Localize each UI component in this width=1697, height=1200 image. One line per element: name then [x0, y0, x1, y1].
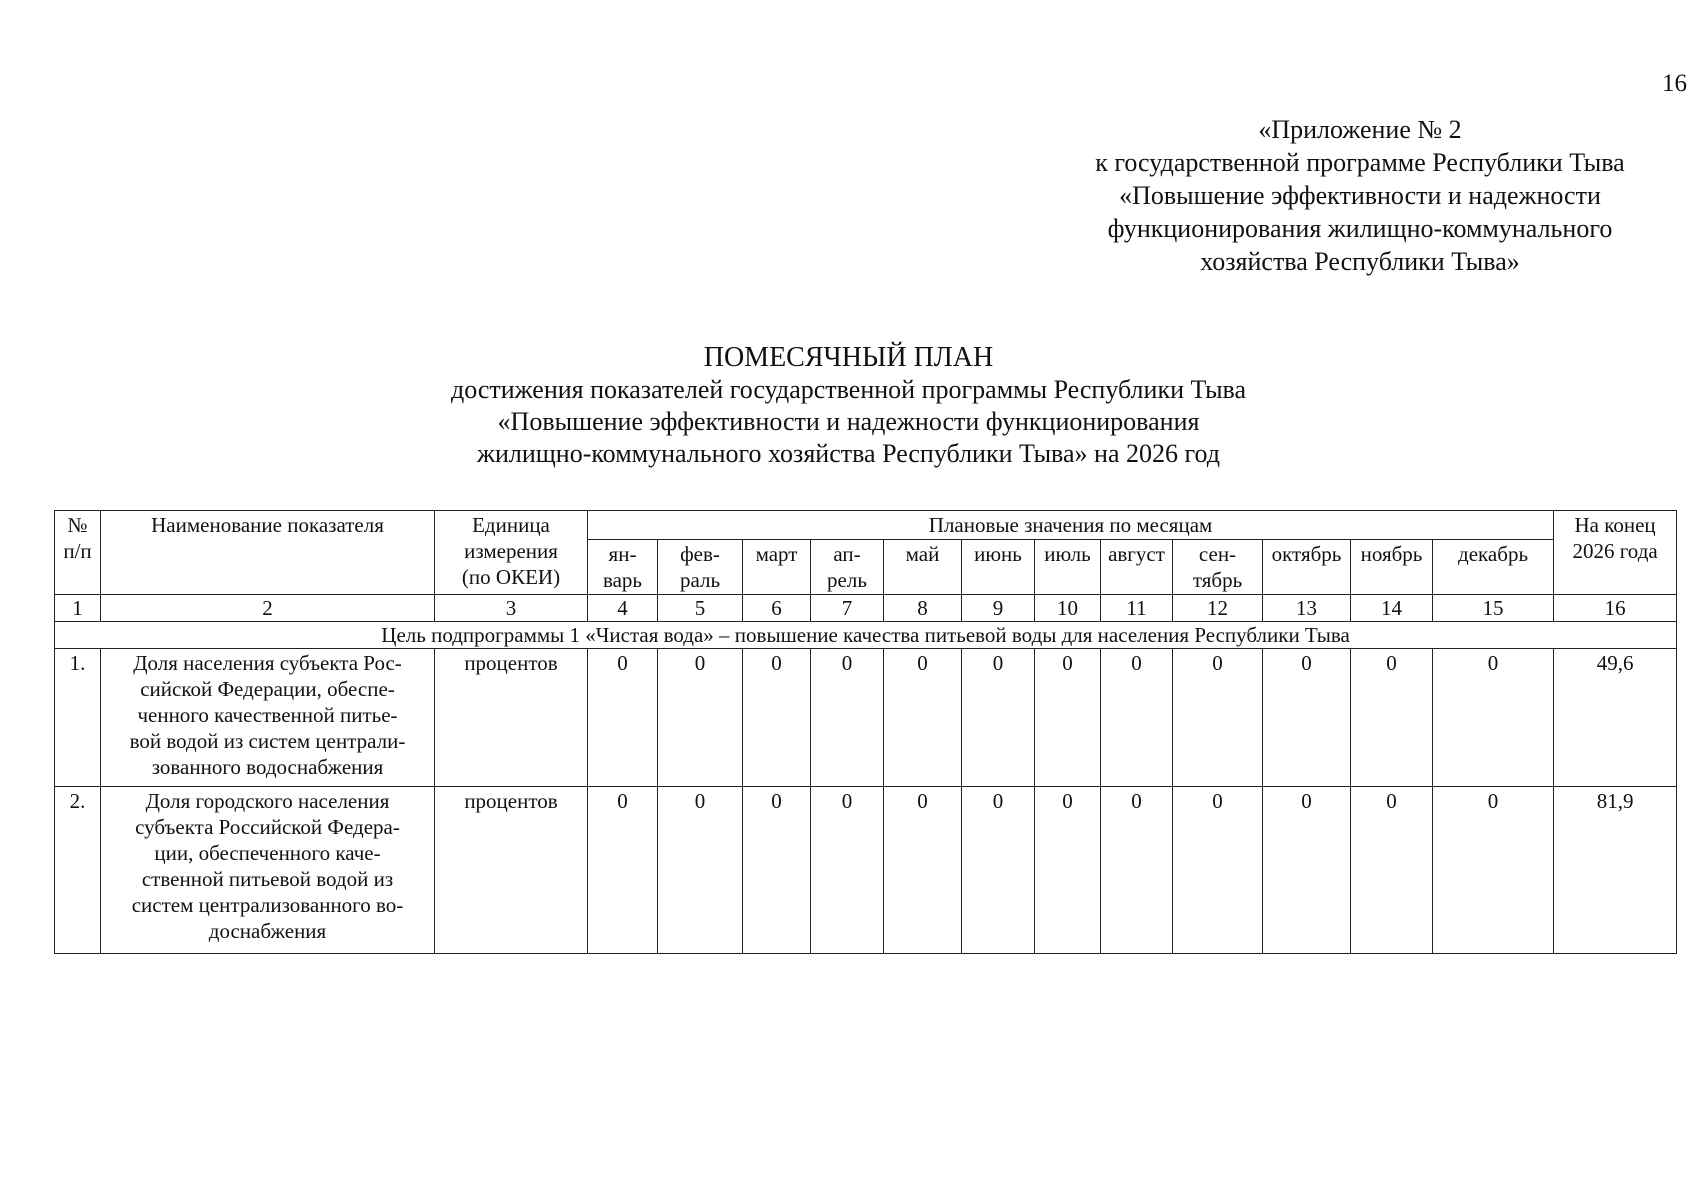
- month-value: 0: [1351, 649, 1433, 787]
- title-sub-line: «Повышение эффективности и надежности функционирования: [497, 407, 1200, 436]
- appendix-line: «Приложение № 2: [1258, 115, 1462, 144]
- indicator-unit: процентов: [435, 649, 588, 787]
- header-month: ап- рель: [811, 540, 884, 595]
- column-number: 1: [55, 595, 101, 622]
- appendix-line: к государственной программе Республики Тыва: [1095, 148, 1625, 177]
- column-number: 16: [1554, 595, 1677, 622]
- header-month: май: [884, 540, 962, 595]
- month-value: 0: [1035, 649, 1101, 787]
- month-value: 0: [658, 649, 743, 787]
- appendix-line: хозяйства Республики Тыва»: [1200, 247, 1520, 276]
- month-value: 0: [1101, 787, 1173, 954]
- title-main: ПОМЕСЯЧНЫЙ ПЛАН: [703, 342, 994, 373]
- column-number: 9: [962, 595, 1035, 622]
- header-month: ян- варь: [588, 540, 658, 595]
- month-value: 0: [588, 787, 658, 954]
- month-value: 0: [884, 787, 962, 954]
- month-value: 0: [1263, 649, 1351, 787]
- header-month: ноябрь: [1351, 540, 1433, 595]
- column-number: 13: [1263, 595, 1351, 622]
- row-number: 1.: [55, 649, 101, 787]
- column-number: 8: [884, 595, 962, 622]
- title-sub-line: достижения показателей государственной программы Республики Тыва: [450, 375, 1247, 404]
- column-numbers-row: [55, 595, 1677, 622]
- column-number: 5: [658, 595, 743, 622]
- page-number: 16: [1662, 70, 1687, 97]
- indicator-name: Доля городского населения субъекта Российской Федера- ции, обеспеченного каче- ственной питьевой водой из систем централизованного во- доснабжения: [101, 787, 435, 954]
- month-value: 0: [811, 649, 884, 787]
- table-row: [55, 787, 1677, 954]
- column-number: 15: [1433, 595, 1554, 622]
- header-end-of-year: На конец 2026 года: [1554, 511, 1677, 595]
- appendix-line: функционирования жилищно-коммунального: [1107, 214, 1613, 243]
- header-month: март: [743, 540, 811, 595]
- title-sub-line: жилищно-коммунального хозяйства Республики Тыва» на 2026 год: [477, 439, 1220, 468]
- column-number: 11: [1101, 595, 1173, 622]
- month-value: 0: [1351, 787, 1433, 954]
- column-number: 6: [743, 595, 811, 622]
- header-indicator-name: Наименование показателя: [101, 511, 435, 595]
- month-value: 0: [1173, 649, 1263, 787]
- month-value: 0: [884, 649, 962, 787]
- column-number: 10: [1035, 595, 1101, 622]
- appendix-header: [1040, 113, 1680, 278]
- row-number: 2.: [55, 787, 101, 954]
- month-value: 0: [1101, 649, 1173, 787]
- month-value: 0: [1433, 649, 1554, 787]
- header-month: июль: [1035, 540, 1101, 595]
- column-number: 3: [435, 595, 588, 622]
- header-month: сен- тябрь: [1173, 540, 1263, 595]
- column-number: 4: [588, 595, 658, 622]
- header-month: октябрь: [1263, 540, 1351, 595]
- indicator-unit: процентов: [435, 787, 588, 954]
- header-month: июнь: [962, 540, 1035, 595]
- month-value: 0: [588, 649, 658, 787]
- month-value: 0: [962, 787, 1035, 954]
- end-of-year-value: 49,6: [1554, 649, 1677, 787]
- month-value: 0: [743, 649, 811, 787]
- header-row: [55, 511, 1677, 540]
- header-num: № п/п: [55, 511, 101, 595]
- column-number: 14: [1351, 595, 1433, 622]
- header-month: декабрь: [1433, 540, 1554, 595]
- document-title: [0, 342, 1697, 470]
- table-row: [55, 649, 1677, 787]
- month-value: 0: [658, 787, 743, 954]
- column-number: 7: [811, 595, 884, 622]
- month-value: 0: [1035, 787, 1101, 954]
- month-value: 0: [962, 649, 1035, 787]
- header-unit: Единица измерения (по ОКЕИ): [435, 511, 588, 595]
- goal-text: Цель подпрограммы 1 «Чистая вода» – повышение качества питьевой воды для населения Республики Тыва: [55, 622, 1677, 649]
- end-of-year-value: 81,9: [1554, 787, 1677, 954]
- plan-table: [54, 510, 1677, 954]
- column-number: 2: [101, 595, 435, 622]
- month-value: 0: [1173, 787, 1263, 954]
- column-number: 12: [1173, 595, 1263, 622]
- month-value: 0: [743, 787, 811, 954]
- month-value: 0: [1263, 787, 1351, 954]
- appendix-line: «Повышение эффективности и надежности: [1119, 181, 1601, 210]
- header-month: фев- раль: [658, 540, 743, 595]
- goal-row: [55, 622, 1677, 649]
- header-monthly-group: Плановые значения по месяцам: [588, 511, 1554, 540]
- month-value: 0: [811, 787, 884, 954]
- indicator-name: Доля населения субъекта Рос- сийской Федерации, обеспе- ченного качественной питье- вой водой из систем централи- зованного водоснабжения: [101, 649, 435, 787]
- month-value: 0: [1433, 787, 1554, 954]
- header-month: август: [1101, 540, 1173, 595]
